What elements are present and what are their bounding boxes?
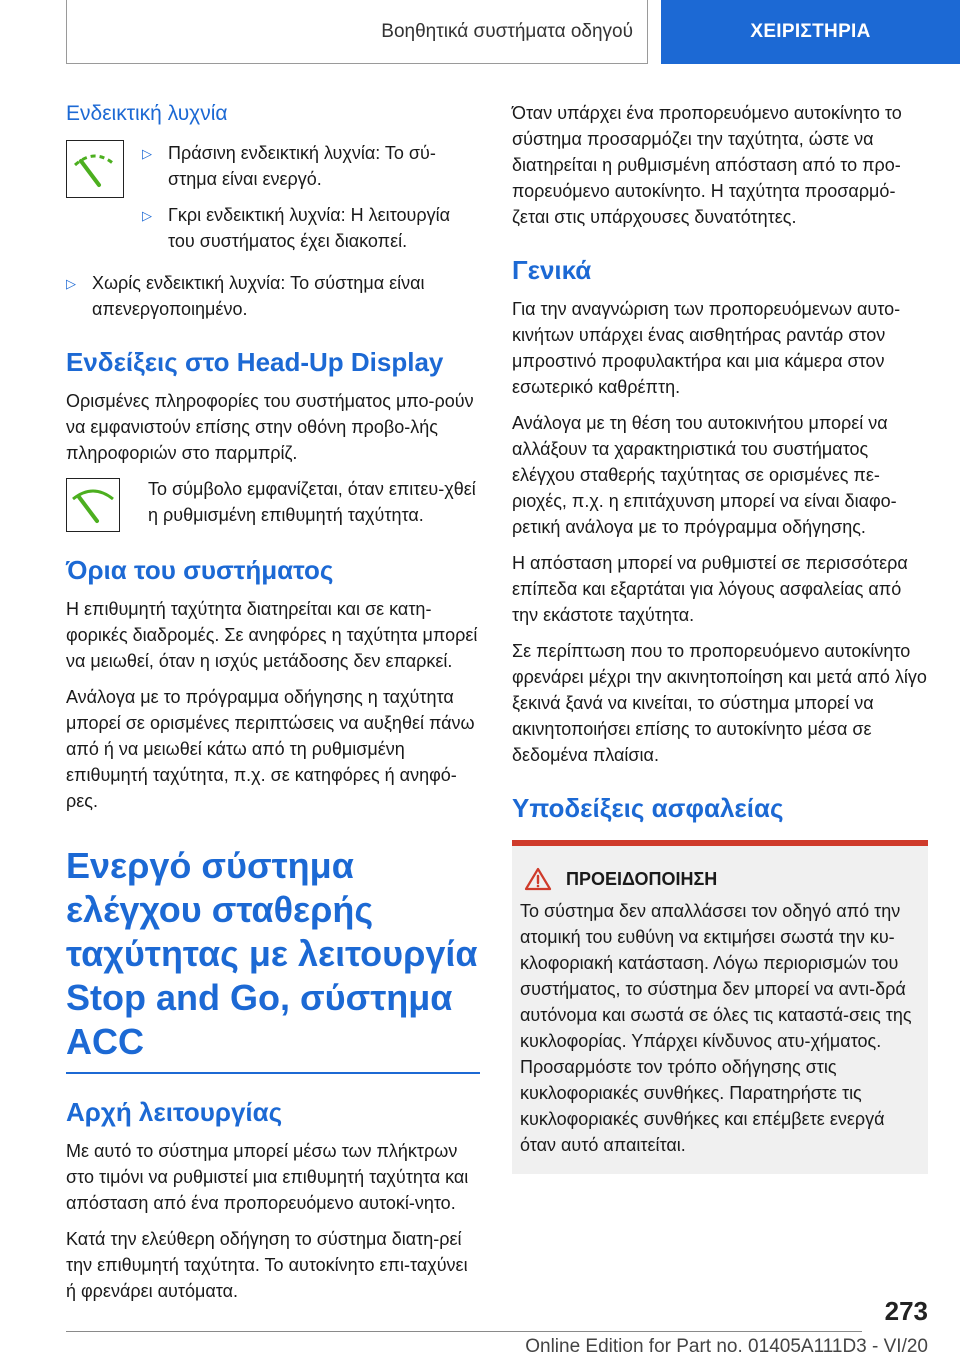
triangle-bullet-icon: ▷ <box>142 208 152 223</box>
intro-paragraph: Όταν υπάρχει ένα προπορευόμενο αυτοκίνητο το σύστημα προσαρμόζει την ταχύτητα, ώστε να διατηρείται η ρυθμισμένη απόσταση από το προ-πορευόμενο αυτοκίνητο. Η ταχύτητα προσαρμό-ζεται στις υπάρχουσες δυνατότητες. <box>512 103 902 227</box>
title-divider <box>66 1072 480 1074</box>
limits-title: Όρια του συστήματος <box>66 555 334 585</box>
principle-title: Αρχή λειτουργίας <box>66 1097 283 1127</box>
header-section <box>66 0 648 64</box>
list-item-none: ▷ Χωρίς ενδεικτική λυχνία: Το σύστημα είναι απενεργοποιημένο. <box>66 270 480 322</box>
safety-title: Υποδείξεις ασφαλείας <box>512 793 784 823</box>
list-item-green: ▷ Πράσινη ενδεικτική λυχνία: Το σύ-στημα είναι ενεργό. <box>142 140 480 192</box>
footer-divider <box>66 1331 862 1332</box>
acc-title: Ενεργό σύστημα ελέγχου σταθερής ταχύτητας με λειτουργία Stop and Go, σύστημα ACC <box>66 845 478 1062</box>
hud-text: Ορισμένες πληροφορίες του συστήματος μπο-ρούν να εμφανιστούν επίσης στην οθόνη προβο-λής πληροφοριών στο παρμπρίζ. <box>66 391 474 463</box>
principle-paragraph-1: Με αυτό το σύστημα μπορεί μέσω των πλήκτρων στο τιμόνι να ρυθμιστεί μια επιθυμητή ταχύτητα και απόσταση από ένα προπορευόμενο αυτοκί-νητο. <box>66 1141 469 1213</box>
hud-speed-icon <box>66 478 120 532</box>
left-column <box>66 100 480 1314</box>
general-paragraph-4: Σε περίπτωση που το προπορευόμενο αυτοκίνητο φρενάρει μέχρι την ακινητοποίηση και μετά από λίγο ξεκινά ξανά να κινείται, το σύστημα μπορεί να ακινητοποιήσει επίσης το αυτοκίνητο μέσα σε δεδομένα πλαίσια. <box>512 641 927 765</box>
principle-paragraph-2: Κατά την ελεύθερη οδήγηση το σύστημα διατη-ρεί την επιθυμητή ταχύτητα. Το αυτοκίνητο επι-ταχύνει ή φρενάρει αυτόματα. <box>66 1229 468 1301</box>
triangle-bullet-icon: ▷ <box>66 276 76 291</box>
header-chapter-title: ΧΕΙΡΙΣΤΗΡΙΑ <box>750 21 871 42</box>
acc-indicator-icon <box>66 140 124 198</box>
hud-symbol-block <box>66 476 480 532</box>
page-number: 273 <box>884 1296 928 1326</box>
indicator-block <box>66 140 480 264</box>
limits-paragraph-1: Η επιθυμητή ταχύτητα διατηρείται και σε κατη-φορικές διαδρομές. Σε ανηφόρες η ταχύτητα μπορεί να μειωθεί, όταν η ισχύς μετάδοσης δεν επαρκεί. <box>66 599 478 671</box>
warning-triangle-icon <box>524 867 552 891</box>
hud-title: Ενδείξεις στο Head-Up Display <box>66 347 444 377</box>
hud-symbol-text: Το σύμβολο εμφανίζεται, όταν επιτευ-χθεί η ρυθμισμένη επιθυμητή ταχύτητα. <box>148 479 476 525</box>
general-paragraph-2: Ανάλογα με τη θέση του αυτοκινήτου μπορεί να αλλάξουν τα χαρακτηριστικά του συστήματος ελέγχου σταθερής ταχύτητας σε ορισμένες πε-ριοχές, π.χ. η επιτάχυνση μπορεί να είναι διαφο-ρετική ανάλογα με το πρόγραμμα οδήγησης. <box>512 413 897 537</box>
general-paragraph-3: Η απόσταση μπορεί να ρυθμιστεί σε περισσότερα επίπεδα και εξαρτάται για λόγους ασφαλείας από την εκάστοτε ταχύτητα. <box>512 553 908 625</box>
general-title: Γενικά <box>512 255 592 285</box>
general-paragraph-1: Για την αναγνώριση των προπορευόμενων αυτο-κινήτων υπάρχει ένας αισθητήρας ραντάρ στον μπροστινό προφυλακτήρα και μια κάμερα στον εσωτερικό καθρέπτη. <box>512 299 901 397</box>
indicator-title: Ενδεικτική λυχνία <box>66 102 228 125</box>
right-column <box>512 100 928 1174</box>
footer-edition: Online Edition for Part no. 01405A111D3 - VI/20 <box>525 1336 928 1357</box>
header-chapter-tab[interactable] <box>661 0 960 64</box>
list-item-grey: ▷ Γκρι ενδεικτική λυχνία: Η λειτουργία του συστήματος έχει διακοπεί. <box>142 202 480 254</box>
warning-box <box>512 840 928 1174</box>
warning-title: ΠΡΟΕΙΔΟΠΟΙΗΣΗ <box>566 869 718 889</box>
triangle-bullet-icon: ▷ <box>142 146 152 161</box>
header-section-title: Βοηθητικά συστήματα οδηγού <box>381 20 633 42</box>
warning-text: Το σύστημα δεν απαλλάσσει τον οδηγό από την ατομική του ευθύνη να εκτιμήσει σωστά την κυ-κλοφοριακή κατάσταση. Λόγω περιορισμών του συστήματος, το σύστημα δεν μπορεί να αντι-δρά αυτόνομα και σωστά σε όλες τις καταστά-σεις της κυκλοφορίας. Υπάρχει κίνδυνος ατυ-χήματος. Προσαρμόστε τον τρόπο οδήγησης στις κυκλοφοριακές συνθήκες. Παρατηρήστε τις κυκλοφοριακές συνθήκες και επέμβετε ενεργά όταν αυτό απαιτείται. <box>520 901 912 1155</box>
warning-header <box>520 866 918 892</box>
limits-paragraph-2: Ανάλογα με το πρόγραμμα οδήγησης η ταχύτητα μπορεί σε ορισμένες περιπτώσεις να αυξηθεί πάνω από ή να μειωθεί κάτω από τη ρυθμισμένη επιθυμητή ταχύτητα, π.χ. σε κατηφόρες ή ανηφό-ρες. <box>66 687 475 811</box>
